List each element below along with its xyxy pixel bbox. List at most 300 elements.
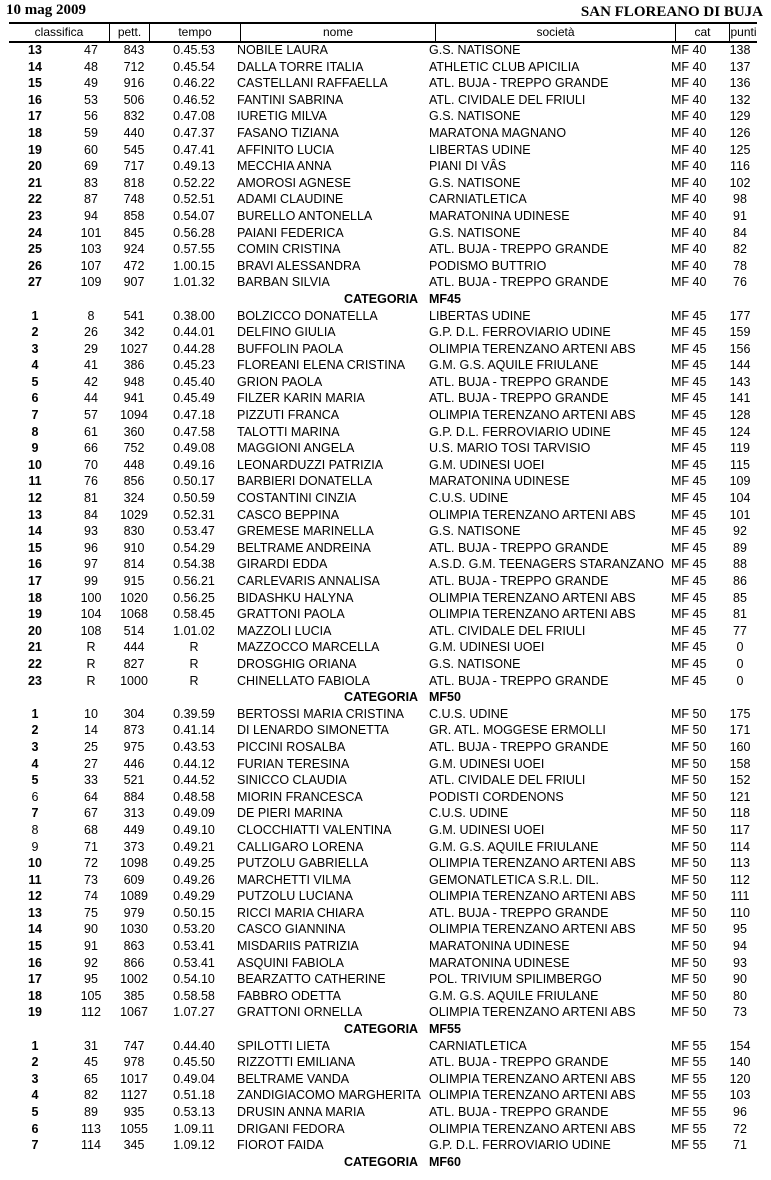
club-cell: ATHLETIC CLUB APICILIA: [429, 59, 580, 74]
name-cell: CASCO GIANNINA: [237, 922, 346, 937]
category-cell: MF 50: [671, 988, 707, 1003]
category-cell: MF 50: [671, 972, 707, 987]
name-cell: AFFINITO LUCIA: [237, 142, 335, 157]
club-cell: OLIMPIA TERENZANO ARTENI ABS: [429, 408, 636, 423]
table-row: [0, 822, 771, 839]
name-cell: CHINELLATO FABIOLA: [237, 673, 370, 688]
category-heading: [0, 1021, 771, 1038]
table-row: [0, 739, 771, 756]
time-cell: 0.45.53: [173, 43, 215, 57]
points-cell: 78: [733, 258, 747, 273]
points-cell: 98: [733, 192, 747, 207]
rank-cell: 10: [28, 457, 42, 472]
time-cell: 0.54.29: [173, 540, 215, 555]
table-row: [0, 241, 771, 258]
name-cell: FURIAN TERESINA: [237, 756, 350, 771]
points-cell: 96: [733, 1105, 747, 1119]
name-cell: BERTOSSI MARIA CRISTINA: [237, 706, 404, 721]
rank-cell: 1: [31, 1038, 39, 1053]
bib-cell: 324: [123, 491, 145, 506]
table-row: [0, 1071, 771, 1088]
name-cell: BARBAN SILVIA: [237, 275, 330, 290]
category-name: MF50: [429, 690, 461, 705]
bib-cell: 1055: [120, 1121, 148, 1136]
overall-position-cell: 25: [84, 739, 98, 754]
points-cell: 129: [729, 109, 751, 124]
name-cell: FASANO TIZIANA: [237, 125, 339, 140]
club-cell: ATL. BUJA - TREPPO GRANDE: [429, 540, 609, 555]
club-cell: ATL. CIVIDALE DEL FRIULI: [429, 92, 586, 107]
table-row: [0, 872, 771, 889]
name-cell: ASQUINI FABIOLA: [237, 955, 344, 970]
rank-cell: 15: [28, 540, 42, 555]
points-cell: 0: [736, 640, 744, 655]
table-row: [0, 1104, 771, 1121]
category-cell: MF 55: [671, 1105, 707, 1119]
club-cell: PODISTI CORDENONS: [429, 789, 564, 804]
category-cell: MF 45: [671, 457, 707, 472]
time-cell: 0.44.01: [173, 325, 215, 340]
name-cell: AMOROSI AGNESE: [237, 175, 351, 190]
points-cell: 102: [729, 175, 751, 190]
name-cell: CALLIGARO LORENA: [237, 839, 364, 854]
table-row: [0, 955, 771, 972]
category-cell: MF 45: [671, 524, 707, 539]
category-cell: MF 40: [671, 192, 707, 207]
points-cell: 138: [729, 43, 751, 57]
points-cell: 93: [733, 955, 747, 970]
points-cell: 158: [729, 756, 751, 771]
points-cell: 71: [733, 1138, 747, 1153]
time-cell: R: [189, 640, 199, 655]
bib-cell: 514: [123, 623, 145, 638]
points-cell: 85: [733, 590, 747, 605]
table-row: [0, 938, 771, 955]
time-cell: 0.53.41: [173, 939, 215, 954]
category-cell: MF 45: [671, 408, 707, 423]
points-cell: 91: [733, 208, 747, 223]
bib-cell: 827: [123, 656, 145, 671]
bib-cell: 975: [123, 739, 145, 754]
time-cell: 0.53.41: [173, 955, 215, 970]
bib-cell: 873: [123, 723, 145, 738]
name-cell: IURETIG MILVA: [237, 109, 327, 124]
bib-cell: 843: [123, 43, 145, 57]
category-cell: MF 45: [671, 424, 707, 439]
name-cell: BUFFOLIN PAOLA: [237, 341, 344, 356]
rank-cell: 7: [31, 1138, 39, 1153]
category-cell: MF 40: [671, 59, 707, 74]
bib-cell: 1067: [120, 1005, 148, 1020]
category-cell: MF 45: [671, 358, 707, 373]
table-row: [0, 59, 771, 76]
rank-cell: 21: [28, 640, 42, 655]
time-cell: 0.52.51: [173, 192, 215, 207]
category-cell: MF 45: [671, 474, 707, 489]
table-row: [0, 722, 771, 739]
category-cell: MF 45: [671, 640, 707, 655]
table-row: [0, 341, 771, 358]
category-cell: MF 45: [671, 325, 707, 340]
table-row: [0, 108, 771, 125]
points-cell: 140: [729, 1055, 751, 1070]
points-cell: 76: [733, 275, 747, 290]
category-cell: MF 45: [671, 574, 707, 588]
bib-cell: 818: [123, 175, 145, 190]
rank-cell: 15: [28, 76, 42, 91]
club-cell: PIANI DI VÂS: [429, 159, 507, 174]
table-row: [0, 407, 771, 424]
overall-position-cell: 96: [84, 540, 98, 555]
bib-cell: 440: [123, 125, 145, 140]
category-cell: MF 50: [671, 872, 707, 887]
overall-position-cell: 108: [80, 623, 102, 638]
rank-cell: 23: [28, 208, 42, 223]
points-cell: 159: [729, 325, 751, 340]
points-cell: 111: [730, 889, 750, 904]
category-cell: MF 45: [671, 607, 707, 622]
points-cell: 82: [733, 242, 747, 257]
rank-cell: 19: [28, 1005, 42, 1020]
category-cell: MF 50: [671, 822, 707, 837]
bib-cell: 830: [123, 524, 145, 539]
points-cell: 119: [730, 441, 750, 456]
category-word: CATEGORIA: [344, 1154, 419, 1169]
category-cell: MF 50: [671, 806, 707, 821]
overall-position-cell: 56: [84, 109, 98, 124]
category-cell: MF 40: [671, 142, 707, 157]
time-cell: 0.45.23: [173, 358, 215, 373]
club-cell: ATL. BUJA - TREPPO GRANDE: [429, 242, 609, 257]
points-cell: 89: [733, 540, 747, 555]
points-cell: 109: [729, 474, 751, 489]
time-cell: 0.53.13: [173, 1105, 215, 1119]
club-cell: ATL. BUJA - TREPPO GRANDE: [429, 1055, 609, 1070]
table-row: [0, 258, 771, 275]
points-cell: 81: [733, 607, 747, 622]
bib-cell: 712: [123, 59, 145, 74]
table-row: [0, 473, 771, 490]
category-cell: MF 50: [671, 723, 707, 738]
bib-cell: 832: [123, 109, 145, 124]
points-cell: 110: [730, 905, 750, 920]
table-row: [0, 1137, 771, 1154]
bib-cell: 1002: [120, 972, 148, 987]
time-cell: 0.45.40: [173, 374, 215, 389]
bib-cell: 449: [123, 822, 145, 837]
points-cell: 113: [730, 856, 750, 871]
club-cell: G.M. UDINESI UOEI: [429, 756, 545, 771]
time-cell: 0.49.25: [173, 856, 215, 871]
overall-position-cell: 89: [84, 1105, 98, 1119]
category-cell: MF 45: [671, 673, 707, 688]
bib-cell: 373: [123, 839, 145, 854]
time-cell: 0.47.41: [173, 142, 215, 157]
club-cell: G.P. D.L. FERROVIARIO UDINE: [429, 424, 611, 439]
table-row: [0, 656, 771, 673]
category-cell: MF 50: [671, 905, 707, 920]
points-cell: 141: [729, 391, 751, 406]
category-cell: MF 50: [671, 839, 707, 854]
time-cell: 0.56.28: [173, 225, 215, 240]
overall-position-cell: 105: [80, 988, 102, 1003]
club-cell: OLIMPIA TERENZANO ARTENI ABS: [429, 889, 636, 904]
overall-position-cell: 49: [84, 76, 98, 91]
category-heading: [0, 291, 771, 308]
points-cell: 132: [729, 92, 751, 107]
points-cell: 177: [729, 308, 751, 323]
bib-cell: 916: [123, 76, 145, 91]
time-cell: 0.49.09: [173, 806, 215, 821]
time-cell: 0.39.59: [173, 706, 215, 721]
club-cell: MARATONA MAGNANO: [429, 125, 567, 140]
category-cell: MF 50: [671, 756, 707, 771]
category-word: CATEGORIA: [344, 291, 419, 306]
bib-cell: 884: [123, 789, 145, 804]
time-cell: 0.45.54: [173, 59, 215, 74]
time-cell: 0.53.20: [173, 922, 215, 937]
points-cell: 92: [733, 524, 747, 539]
name-cell: PIZZUTI FRANCA: [237, 408, 340, 423]
club-cell: LIBERTAS UDINE: [429, 142, 531, 157]
points-cell: 80: [733, 988, 747, 1003]
category-name: MF60: [429, 1154, 461, 1169]
table-row: [0, 905, 771, 922]
overall-position-cell: 113: [81, 1121, 101, 1136]
name-cell: DELFINO GIULIA: [237, 325, 336, 340]
club-cell: ATL. BUJA - TREPPO GRANDE: [429, 1105, 609, 1119]
bib-cell: 924: [123, 242, 145, 257]
points-cell: 90: [733, 972, 747, 987]
bib-cell: 979: [123, 905, 145, 920]
name-cell: FIOROT FAIDA: [237, 1138, 324, 1153]
overall-position-cell: 10: [84, 706, 98, 721]
club-cell: G.S. NATISONE: [429, 225, 521, 240]
club-cell: ATL. BUJA - TREPPO GRANDE: [429, 76, 609, 91]
club-cell: MARATONINA UDINESE: [429, 955, 570, 970]
overall-position-cell: 66: [84, 441, 98, 456]
points-cell: 144: [729, 358, 751, 373]
category-cell: MF 45: [671, 491, 707, 506]
overall-position-cell: 99: [84, 574, 98, 588]
name-cell: FLOREANI ELENA CRISTINA: [237, 358, 406, 373]
time-cell: 0.54.10: [173, 972, 215, 987]
bib-cell: 863: [123, 939, 145, 954]
category-cell: MF 55: [671, 1055, 707, 1070]
bib-cell: 446: [123, 756, 145, 771]
table-row: [0, 839, 771, 856]
overall-position-cell: R: [86, 673, 96, 688]
overall-position-cell: 64: [84, 789, 98, 804]
points-cell: 72: [733, 1121, 747, 1136]
time-cell: 0.51.18: [173, 1088, 215, 1103]
club-cell: A.S.D. G.M. TEENAGERS STARANZANO: [429, 557, 664, 572]
name-cell: COSTANTINI CINZIA: [237, 491, 357, 506]
rank-cell: 16: [28, 92, 42, 107]
time-cell: 0.45.49: [173, 391, 215, 406]
category-cell: MF 45: [671, 623, 707, 638]
bib-cell: 1094: [120, 408, 148, 423]
name-cell: RIZZOTTI EMILIANA: [237, 1055, 356, 1070]
overall-position-cell: 61: [84, 424, 98, 439]
bib-cell: 1017: [120, 1071, 148, 1086]
rank-cell: 6: [31, 391, 39, 406]
overall-position-cell: 33: [84, 773, 98, 788]
club-cell: G.S. NATISONE: [429, 175, 521, 190]
table-row: [0, 556, 771, 573]
time-cell: 0.45.50: [173, 1055, 215, 1070]
overall-position-cell: 94: [84, 208, 98, 223]
name-cell: MIORIN FRANCESCA: [237, 789, 363, 804]
category-cell: MF 45: [671, 341, 707, 356]
overall-position-cell: 53: [84, 92, 98, 107]
points-cell: 86: [733, 574, 747, 588]
time-cell: 0.49.29: [173, 889, 215, 904]
rank-cell: 18: [28, 125, 42, 140]
rank-cell: 12: [28, 889, 42, 904]
overall-position-cell: 8: [87, 308, 95, 323]
points-cell: 175: [729, 706, 751, 721]
rank-cell: 2: [31, 723, 39, 738]
name-cell: DI LENARDO SIMONETTA: [237, 723, 389, 738]
overall-position-cell: 91: [84, 939, 98, 954]
overall-position-cell: 27: [84, 756, 98, 771]
name-cell: ADAMI CLAUDINE: [237, 192, 344, 207]
time-cell: 0.44.52: [173, 773, 215, 788]
table-row: [0, 208, 771, 225]
rank-cell: 7: [31, 806, 39, 821]
club-cell: CARNIATLETICA: [429, 1038, 527, 1053]
club-cell: G.M. UDINESI UOEI: [429, 640, 545, 655]
club-cell: OLIMPIA TERENZANO ARTENI ABS: [429, 922, 636, 937]
points-cell: 171: [729, 723, 751, 738]
points-cell: 137: [729, 59, 751, 74]
name-cell: DE PIERI MARINA: [237, 806, 343, 821]
overall-position-cell: 26: [84, 325, 98, 340]
overall-position-cell: 109: [80, 275, 102, 290]
club-cell: OLIMPIA TERENZANO ARTENI ABS: [429, 590, 636, 605]
bib-cell: 313: [123, 806, 145, 821]
overall-position-cell: 93: [84, 524, 98, 539]
category-name: MF55: [429, 1022, 461, 1037]
rank-cell: 1: [31, 706, 39, 721]
club-cell: G.S. NATISONE: [429, 43, 521, 57]
name-cell: TALOTTI MARINA: [237, 424, 340, 439]
bib-cell: 748: [123, 192, 145, 207]
name-cell: DROSGHIG ORIANA: [237, 656, 357, 671]
rank-cell: 16: [28, 955, 42, 970]
category-cell: MF 40: [671, 76, 707, 91]
bib-cell: 448: [123, 457, 145, 472]
time-cell: 1.01.32: [173, 275, 215, 290]
table-row: [0, 1054, 771, 1071]
club-cell: G.M. UDINESI UOEI: [429, 822, 545, 837]
club-cell: GEMONATLETICA S.R.L. DIL.: [429, 872, 599, 887]
name-cell: BURELLO ANTONELLA: [237, 208, 373, 223]
rank-cell: 14: [28, 59, 42, 74]
overall-position-cell: 95: [84, 972, 98, 987]
name-cell: BOLZICCO DONATELLA: [237, 308, 378, 323]
bib-cell: 521: [123, 773, 145, 788]
club-cell: ATL. CIVIDALE DEL FRIULI: [429, 773, 586, 788]
club-cell: G.P. D.L. FERROVIARIO UDINE: [429, 1138, 611, 1153]
category-cell: MF 50: [671, 939, 707, 954]
category-cell: MF 45: [671, 540, 707, 555]
name-cell: BELTRAME VANDA: [237, 1071, 350, 1086]
table-row: [0, 42, 771, 59]
time-cell: 0.44.12: [173, 756, 215, 771]
category-cell: MF 45: [671, 308, 707, 323]
table-row: [0, 274, 771, 291]
club-cell: ATL. CIVIDALE DEL FRIULI: [429, 623, 586, 638]
category-cell: MF 40: [671, 125, 707, 140]
bib-cell: 948: [123, 374, 145, 389]
overall-position-cell: 44: [84, 391, 98, 406]
category-cell: MF 40: [671, 43, 707, 57]
overall-position-cell: 75: [84, 905, 98, 920]
table-row: [0, 1038, 771, 1055]
bib-cell: 545: [123, 142, 145, 157]
bib-cell: 915: [123, 574, 145, 588]
col-nome: nome: [240, 24, 435, 41]
points-cell: 120: [729, 1071, 751, 1086]
rank-cell: 13: [28, 507, 42, 522]
rank-cell: 11: [28, 474, 42, 489]
club-cell: G.M. UDINESI UOEI: [429, 457, 545, 472]
rank-cell: 17: [28, 574, 42, 588]
points-cell: 94: [733, 939, 747, 954]
overall-position-cell: 60: [84, 142, 98, 157]
overall-position-cell: 65: [84, 1071, 98, 1086]
bib-cell: 866: [123, 955, 145, 970]
rank-cell: 2: [31, 1055, 39, 1070]
overall-position-cell: 100: [80, 590, 102, 605]
club-cell: OLIMPIA TERENZANO ARTENI ABS: [429, 1121, 636, 1136]
points-cell: 143: [729, 374, 751, 389]
rank-cell: 3: [31, 739, 39, 754]
club-cell: OLIMPIA TERENZANO ARTENI ABS: [429, 341, 636, 356]
overall-position-cell: 29: [84, 341, 98, 356]
table-row: [0, 789, 771, 806]
time-cell: 0.54.07: [173, 208, 215, 223]
points-cell: 112: [730, 872, 750, 887]
table-row: [0, 606, 771, 623]
name-cell: GRATTONI ORNELLA: [237, 1005, 363, 1020]
table-row: [0, 988, 771, 1005]
bib-cell: 385: [123, 988, 145, 1003]
time-cell: 0.44.40: [173, 1038, 215, 1053]
name-cell: DALLA TORRE ITALIA: [237, 59, 364, 74]
points-cell: 117: [730, 822, 750, 837]
name-cell: GRATTONI PAOLA: [237, 607, 345, 622]
category-cell: MF 50: [671, 922, 707, 937]
table-row: [0, 357, 771, 374]
time-cell: 0.47.58: [173, 424, 215, 439]
name-cell: MARCHETTI VILMA: [237, 872, 351, 887]
name-cell: SPILOTTI LIETA: [237, 1038, 330, 1053]
category-cell: MF 40: [671, 175, 707, 190]
bib-cell: 978: [123, 1055, 145, 1070]
category-cell: MF 50: [671, 706, 707, 721]
category-cell: MF 50: [671, 889, 707, 904]
bib-cell: 1098: [120, 856, 148, 871]
category-word: CATEGORIA: [344, 1022, 419, 1037]
name-cell: GIRARDI EDDA: [237, 557, 328, 572]
club-cell: G.S. NATISONE: [429, 109, 521, 124]
table-row: [0, 225, 771, 242]
rank-cell: 17: [28, 972, 42, 987]
points-cell: 125: [729, 142, 751, 157]
